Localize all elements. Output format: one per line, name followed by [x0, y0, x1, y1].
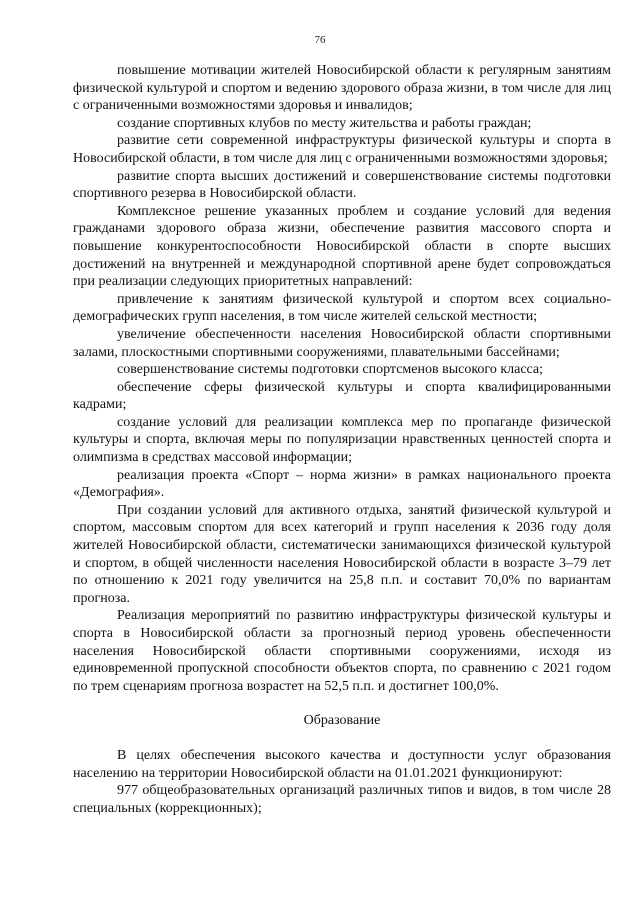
paragraph: повышение мотивации жителей Новосибирской области к регулярным занятиям физической культурой и спортом и ведению здорового образа жизни, в том числе для лиц с ограниченными возможностями здоровья и инвалидов;: [73, 63, 611, 114]
paragraph: совершенствование системы подготовки спортсменов высокого класса;: [117, 362, 544, 378]
paragraph: 977 общеобразовательных организаций различных типов и видов, в том числе 28 специальных (коррекционных);: [73, 783, 611, 816]
paragraph: увеличение обеспеченности населения Новосибирской области спортивными залами, плоскостными спортивными сооружениями, плавательными бассейнами;: [73, 326, 611, 360]
paragraph: обеспечение сферы физической культуры и спорта квалифицированными кадрами;: [73, 379, 611, 413]
paragraph: создание спортивных клубов по месту жительства и работы граждан;: [117, 115, 532, 131]
paragraph: развитие спорта высших достижений и совершенствование системы подготовки спортивного резерва в Новосибирской области.: [73, 168, 611, 202]
paragraph: развитие сети современной инфраструктуры физической культуры и спорта в Новосибирской области, в том числе для лиц с ограниченными возможностями здоровья;: [73, 133, 611, 166]
paragraph: Комплексное решение указанных проблем и создание условий для ведения гражданами здорового образа жизни, обеспечение развития массового спорта и повышение конкурентоспособности Новосибирской области в спорте высших достижений на внутренней и международной спортивной арене будет сопровождаться при реализации следующих приоритетных направлений:: [73, 203, 611, 290]
paragraph: создание условий для реализации комплекса мер по пропаганде физической культуры и спорта, включая меры по популяризации нравственных ценностей спорта и олимпизма в средствах массовой информации;: [73, 414, 611, 466]
paragraph: реализация проекта «Спорт – норма жизни» в рамках национального проекта «Демография».: [73, 467, 611, 501]
paragraph: Реализация мероприятий по развитию инфраструктуры физической культуры и спорта в Новосибирской области за прогнозный период уровень обеспеченности населения Новосибирской области спортивными сооружениями, исходя из единовременной пропускной способности объектов спорта, по сравнению с 2021 годом по трем сценариям прогноза возрастет на 52,5 п.п. и достигнет 100,0%.: [73, 608, 611, 694]
document-body: [73, 62, 611, 817]
paragraph: В целях обеспечения высокого качества и доступности услуг образования населению на территории Новосибирской области на 01.01.2021 функционируют:: [73, 747, 611, 781]
paragraph: При создании условий для активного отдыха, занятий физической культурой и спортом, массовым спортом для всех категорий и групп населения к 2036 году доля жителей Новосибирской области, систематически занимающихся физической культурой и спортом, в общей численности населения Новосибирской области в возрасте 3–79 лет по отношению к 2021 году увеличится на 25,8 п.п. и составит 70,0% по вариантам прогноза.: [73, 502, 611, 606]
paragraph: привлечение к занятиям физической культурой и спортом всех социально-демографических групп населения, в том числе жителей сельской местности;: [73, 291, 611, 325]
page-number: 76: [314, 34, 326, 46]
section-heading: Образование: [303, 713, 381, 729]
